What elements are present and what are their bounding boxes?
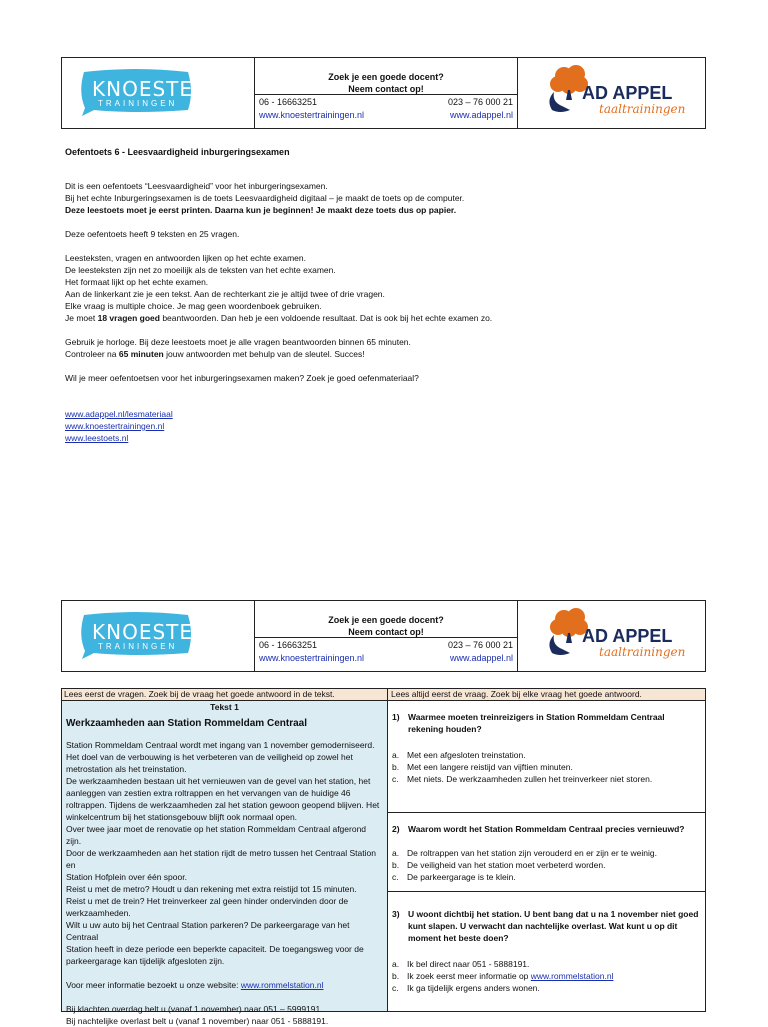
text-line: parkeergarage kan tijdelijk afgesloten zijn. [66,956,225,966]
question-3: 3) U woont dichtbij het station. U bent bang dat u na 1 november niet goed kunt slapen. U verwacht dan nachtelijke overlast. Wat kunt u op dit moment het beste doen? a. Ik bel direct naar 051 - 5888191. b. Ik zoek eerst meer informatie op www.rommelstation.nl c. Ik ga tijdelijk ergens anders wonen. [388,891,705,994]
contact-cta: Zoek je een goede docent? Neem contact op! [328,72,444,94]
intro-line: Bij het echte Inburgeringsexamen is de toets Leesvaardigheid digitaal – je maakt de toets op de computer. [65,193,465,203]
text-line: winkelcentrum bij het stationsgebouw blijft ook normaal open. [66,812,298,822]
text-line: Reist u met de metro? Houdt u dan rekening met extra reistijd tot 15 minuten. [66,884,357,894]
exercise-table [61,688,706,1026]
reading-text-panel [62,701,388,1026]
link-rommelstation[interactable]: www.rommelstation.nl [530,971,614,981]
link-rommelstation[interactable]: www.rommelstation.nl [240,980,324,990]
answer-option[interactable]: b. De veiligheid van het station moet verbeterd worden. [392,860,606,870]
clock-line: Gebruik je horloge. Bij deze leestoets moet je alle vragen beantwoorden binnen 65 minuten. [65,337,411,347]
text-line: Over twee jaar moet de renovatie op het station Rommeldam Centraal afgerond zijn. [66,824,367,846]
print-notice: Deze leestoets moet je eerst printen. Daarna kun je beginnen! Je maakt deze toets dus op papier. [65,205,457,215]
contact-line: Bij nachtelijke overlast belt u (vanaf 1 november) naar 051 - 5888191. [66,1016,329,1026]
question-2: 2) Waarom wordt het Station Rommeldam Centraal precies vernieuwd? a. De roltrappen van het station zijn verouderd en er zijn er te weinig. b. De veiligheid van het station moet verbeterd worden. c. De parkeergarage is te klein. [388,812,705,883]
answer-option[interactable]: a. De roltrappen van het station zijn verouderd en er zijn er te weinig. [392,848,657,858]
right-instruction: Lees altijd eerst de vraag. Zoek bij elke vraag het goede antwoord. [388,689,705,701]
count-line: Deze oefentoets heeft 9 teksten en 25 vragen. [65,229,240,239]
link-lesmateriaal[interactable]: www.adappel.nl/lesmateriaal [65,409,173,419]
adappel-logo-subtext: taaltrainingen [599,645,686,659]
phone-knoester: 06 - 16663251 [259,640,318,650]
info-line: Voor meer informatie bezoekt u onze website: www.rommelstation.nl [66,980,324,990]
link-adappel[interactable]: www.adappel.nl [449,110,513,120]
answer-option[interactable]: b. Met een langere reistijd van vijftien minuten. [392,762,573,772]
text-line: Station heeft in deze periode een beperkte capaciteit. De toegangsweg voor de [66,944,364,954]
answer-option[interactable]: c. Met niets. De werkzaamheden zullen het treinverkeer niet storen. [392,774,653,784]
rule-line: Elke vraag is multiple choice. Je mag geen woordenboek gebruiken. [65,301,322,311]
contact-cta: Zoek je een goede docent? Neem contact op! [328,615,444,637]
knoester-logo-subtext: TRAININGEN [98,99,178,108]
contact-block [255,601,518,671]
link-adappel[interactable]: www.adappel.nl [449,653,513,663]
intro-line: Dit is een oefentoets “Leesvaardigheid” voor het inburgeringsexamen. [65,181,328,191]
page1-content [65,146,705,444]
page-title: Oefentoets 6 - Leesvaardigheid inburgeringsexamen [65,147,290,157]
rule-line: Leesteksten, vragen en antwoorden lijken op het echte examen. [65,253,306,263]
phone-adappel: 023 – 76 000 21 [447,97,513,107]
header-banner-2 [61,600,706,672]
question-text: U woont dichtbij het station. U bent bang dat u na 1 november niet goed kunt slapen. U verwacht dan nachtelijke overlast. Wat kunt u op dit moment het beste doen? [408,909,699,943]
text-line: De werkzaamheden bestaan uit het vernieuwen van de gevel van het station, het [66,776,371,786]
left-instruction: Lees eerst de vragen. Zoek bij de vraag het goede antwoord in de tekst. [62,689,388,701]
link-knoestertrainingen[interactable]: www.knoestertrainingen.nl [65,421,165,431]
knoester-logo [62,58,255,128]
answer-option[interactable]: a. Met een afgesloten treinstation. [392,750,526,760]
knoester-logo-text: KNOESTER [92,77,208,101]
reading-text-title: Werkzaamheden aan Station Rommeldam Centraal [66,718,307,729]
text-line: Door de werkzaamheden aan het station rijdt de metro tussen het Centraal Station en [66,848,376,870]
text-line: Reist u met de trein? Het treinverkeer zal geen hinder ondervinden door de [66,896,349,906]
knoester-logo-text: KNOESTER [92,620,208,644]
question-text: Waarom wordt het Station Rommeldam Centraal precies vernieuwd? [408,824,685,834]
link-knoester[interactable]: www.knoestertrainingen.nl [259,653,365,663]
more-line: Wil je meer oefentoetsen voor het inburgeringsexamen maken? Zoek je goed oefenmateriaal? [65,373,419,383]
adappel-logo-text: AD APPEL [582,83,673,103]
text-line: Het doel van de verbouwing is het verbeteren van de veiligheid op zowel het [66,752,353,762]
answer-option[interactable]: a. Ik bel direct naar 051 - 5888191. [392,959,530,969]
contact-line: Bij klachten overdag belt u (vanaf 1 november) naar 051 – 5999191. [66,1004,323,1014]
rule-line: Het formaat lijkt op het echte examen. [65,277,209,287]
question-text: Waarmee moeten treinreizigers in Station Rommeldam Centraal rekening houden? [408,712,665,734]
text-line: aanleggen van zestien extra roltrappen en het vervangen van de huidige 46 [66,788,351,798]
check-line: Controleer na 65 minuten jouw antwoorden met behulp van de sleutel. Succes! [65,349,365,359]
text-label: Tekst 1 [210,702,239,712]
score-line: Je moet 18 vragen goed beantwoorden. Dan heb je een voldoende resultaat. Dat is ook bij het echte examen zo. [65,313,493,323]
question-1: 1) Waarmee moeten treinreizigers in Station Rommeldam Centraal rekening houden? a. Met een afgesloten treinstation. b. Met een langere reistijd van vijftien minuten. c. Met niets. De werkzaamheden zullen het treinverkeer niet storen. [388,711,705,785]
rule-line: De leesteksten zijn net zo moeilijk als de teksten van het echte examen. [65,265,336,275]
answer-option[interactable]: c. Ik ga tijdelijk ergens anders wonen. [392,983,540,993]
adappel-logo [518,58,705,128]
answer-option[interactable]: b. Ik zoek eerst meer informatie op www.rommelstation.nl [392,971,614,981]
rule-line: Aan de linkerkant zie je een tekst. Aan de rechterkant zie je altijd twee of drie vragen. [65,289,385,299]
questions-panel [388,701,705,1011]
adappel-logo-subtext: taaltrainingen [599,102,686,116]
text-line: metrostation als het treinstation. [66,764,187,774]
phone-knoester: 06 - 16663251 [259,97,318,107]
knoester-logo [62,601,255,671]
phone-adappel: 023 – 76 000 21 [447,640,513,650]
text-line: Station Rommeldam Centraal wordt met ingang van 1 november gemoderniseerd. [66,740,375,750]
knoester-logo-subtext: TRAININGEN [98,642,178,651]
adappel-logo [518,601,705,671]
text-line: roltrappen. Tijdens de werkzaamheden zal het station gewoon geopend blijven. Het [66,800,380,810]
contact-block [255,58,518,128]
text-line: Wilt u uw auto bij het Centraal Station parkeren? De parkeergarage van het Centraal [66,920,350,942]
adappel-logo-text: AD APPEL [582,626,673,646]
text-line: werkzaamheden. [66,908,131,918]
text-line: Station Hofplein over één spoor. [66,872,187,882]
header-banner-1 [61,57,706,129]
link-leestoets[interactable]: www.leestoets.nl [65,433,129,443]
answer-option[interactable]: c. De parkeergarage is te klein. [392,872,516,882]
link-knoester[interactable]: www.knoestertrainingen.nl [259,110,365,120]
